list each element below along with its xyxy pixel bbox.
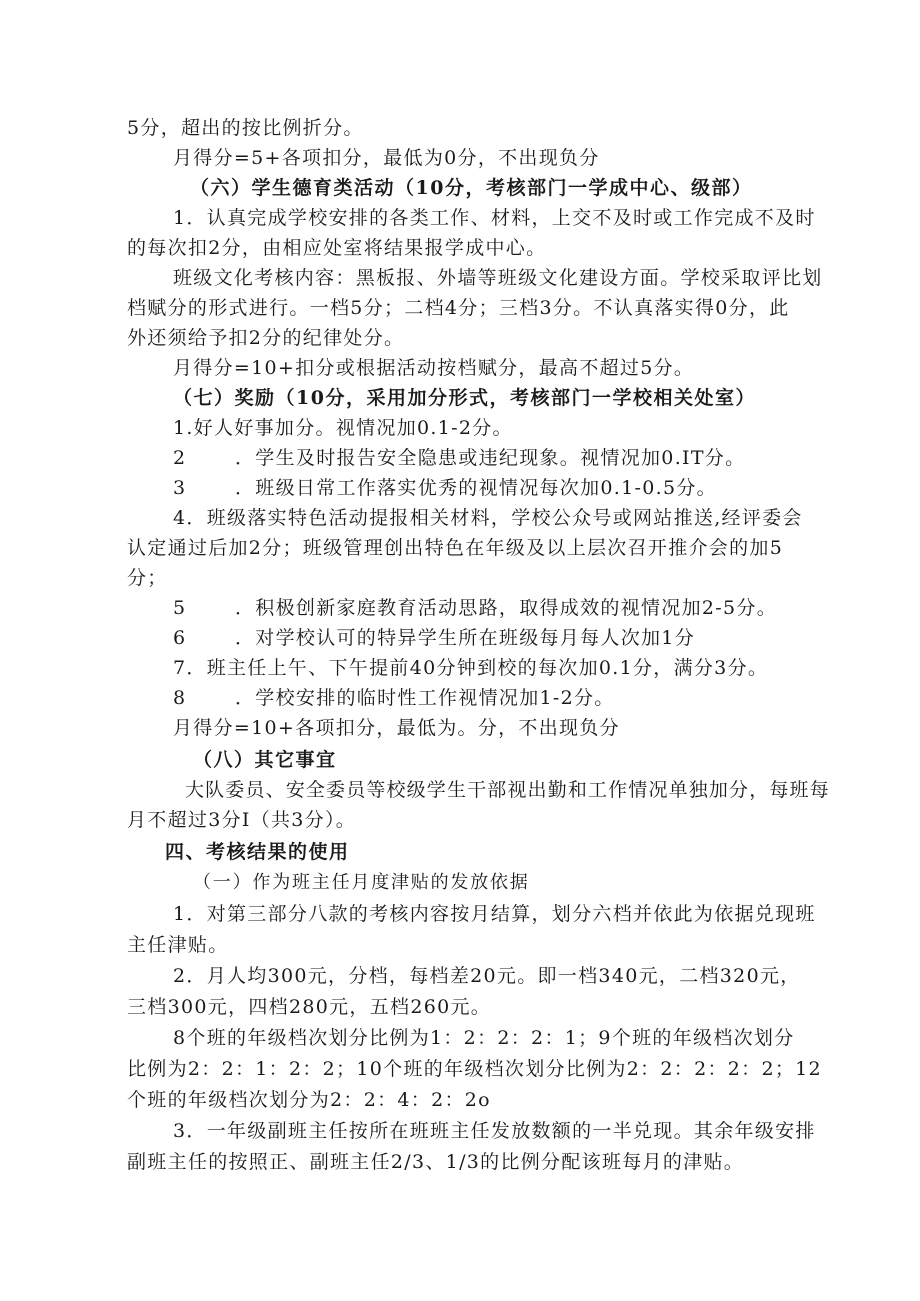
chapter-heading-4: 四、考核结果的使用 xyxy=(165,841,350,863)
text-line: 分； xyxy=(127,567,168,589)
list-item-text: ．积极创新家庭教育活动思路，取得成效的视情况加2-5分。 xyxy=(235,597,777,619)
text-line: 外还须给予扣2分的纪律处分。 xyxy=(127,327,405,349)
list-item xyxy=(173,686,615,710)
text-line: 7．班主任上午、下午提前40分钟到校的每次加0.1分，满分3分。 xyxy=(173,657,769,679)
text-line: 三档300元，四档280元，五档260元。 xyxy=(127,996,492,1018)
list-item-number: 5 xyxy=(173,597,187,619)
text-line: 认定通过后加2分；班级管理创出特色在年级及以上层次召开推介会的加5 xyxy=(127,537,784,559)
subsection-heading: （一）作为班主任月度津贴的发放依据 xyxy=(193,872,530,893)
section-heading-7: （七）奖励（10分，采用加分形式，考核部门一学校相关处室） xyxy=(173,387,756,409)
list-item-number: 3 xyxy=(173,477,187,499)
list-item-text: ．学生及时报告安全隐患或违纪现象。视情况加0.IT分。 xyxy=(235,447,746,469)
list-item xyxy=(173,596,777,620)
text-line: 比例为2：2：1：2：2；10个班的年级档次划分比例为2：2：2：2：2；12 xyxy=(127,1058,822,1080)
text-line: 1.好人好事加分。视情况加0.1-2分。 xyxy=(173,417,513,439)
text-line: 的每次扣2分，由相应处室将结果报学成中心。 xyxy=(127,237,547,259)
section-heading-8: （八）其它事宜 xyxy=(193,749,337,771)
list-item-text: ．学校安排的临时性工作视情况加1-2分。 xyxy=(235,687,615,709)
text-line: 个班的年级档次划分为2：2：4：2：2o xyxy=(127,1089,491,1111)
list-item-text: ．对学校认可的特异学生所在班级每月每人次加1分 xyxy=(235,627,695,649)
text-line: 主任津贴。 xyxy=(127,934,229,956)
text-line: 月得分=10+扣分或根据活动按档赋分，最高不超过5分。 xyxy=(173,357,695,379)
text-line: 4．班级落实特色活动提报相关材料，学校公众号或网站推送,经评委会 xyxy=(173,507,803,529)
list-item-number: 2 xyxy=(173,447,187,469)
section-heading-6: （六）学生德育类活动（10分，考核部门一学成中心、级部） xyxy=(190,177,753,199)
text-line: 副班主任的按照正、副班主任2/3、1/3的比例分配该班每月的津贴。 xyxy=(127,1151,745,1173)
list-item-text: ．班级日常工作落实优秀的视情况每次加0.1-0.5分。 xyxy=(235,477,717,499)
list-item-number: 8 xyxy=(173,687,187,709)
list-item xyxy=(173,446,745,470)
text-line: 班级文化考核内容：黑板报、外墙等班级文化建设方面。学校采取评比划 xyxy=(173,267,823,289)
text-line: 月得分=5+各项扣分，最低为0分，不出现负分 xyxy=(173,147,600,169)
text-line: 2．月人均300元，分档，每档差20元。即一档340元，二档320元， xyxy=(173,965,801,987)
text-line: 1．对第三部分八款的考核内容按月结算，划分六档并依此为依据兑现班 xyxy=(173,903,816,925)
text-line: 月不超过3分I（共3分）。 xyxy=(127,809,357,831)
list-item xyxy=(173,476,717,500)
text-line: 月得分=10+各项扣分，最低为。分，不出现负分 xyxy=(173,717,620,739)
text-line: 1．认真完成学校安排的各类工作、材料，上交不及时或工作完成不及时 xyxy=(173,207,816,229)
list-item xyxy=(173,626,695,650)
text-line: 8个班的年级档次划分比例为1：2：2：2：1；9个班的年级档次划分 xyxy=(173,1027,795,1049)
text-line: 3．一年级副班主任按所在班班主任发放数额的一半兑现。其余年级安排 xyxy=(173,1120,816,1142)
text-line: 大队委员、安全委员等校级学生干部视出勤和工作情况单独加分，每班每 xyxy=(185,779,830,801)
list-item-number: 6 xyxy=(173,627,187,649)
text-line: 5分，超出的按比例折分。 xyxy=(127,117,364,139)
text-line: 档赋分的形式进行。一档5分；二档4分；三档3分。不认真落实得0分，此 xyxy=(127,297,790,319)
